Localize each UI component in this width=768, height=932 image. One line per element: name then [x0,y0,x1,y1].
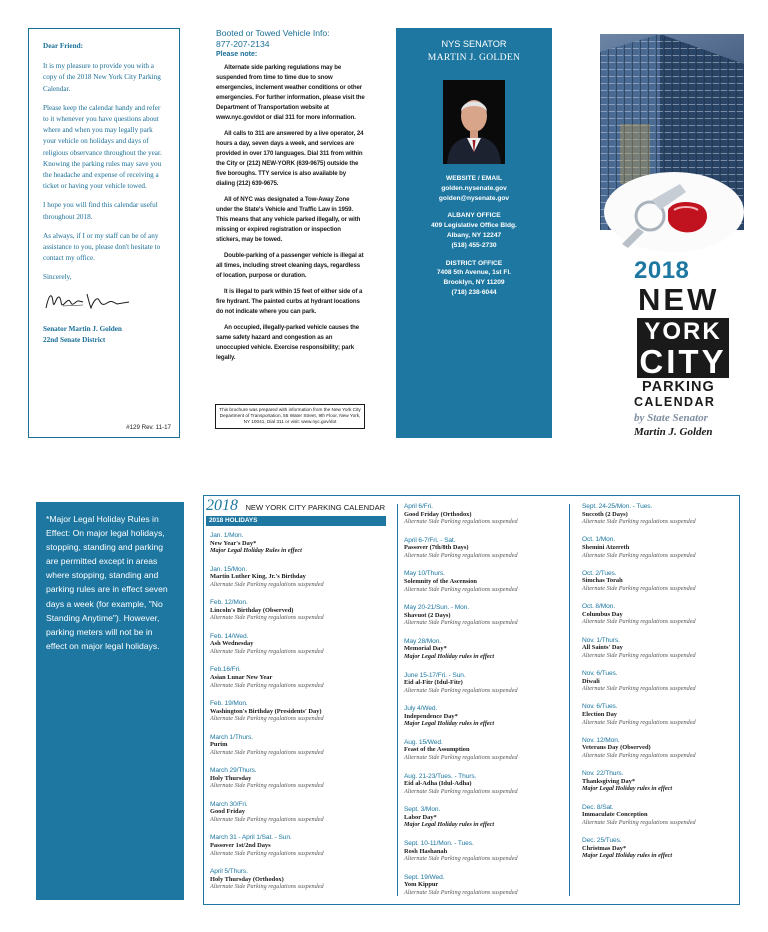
handwritten-signature [43,288,133,314]
major-holiday-rules-panel [36,502,184,900]
holiday-rule: Alternate Side Parking regulations suspended [404,551,518,559]
holiday-entry [582,770,672,793]
calendar-header [206,497,386,514]
holiday-name: Election Day [582,710,617,718]
cover-byline-name: Martin J. Golden [634,426,713,438]
holiday-name: Succoth (2 Days) [582,510,628,518]
holiday-rule: Alternate Side Parking regulations suspended [210,748,324,756]
holiday-date: Aug. 21-23/Tues. - Thurs. [404,772,477,780]
holiday-rule: Major Legal Holiday rules in effect [582,852,673,860]
holiday-date: Nov. 6/Tues. [582,670,618,677]
holiday-date: Nov. 12/Mon. [582,736,620,744]
holiday-date: May 20-21/Sun. - Mon. [404,604,469,612]
holiday-date: March 30/Fri. [210,800,248,808]
note-paragraph: Alternate side parking regulations may be suspended from time to time due to snow emergencies, inclement weather conditions or other emergencies. For further information, please visit the Department of Transportation website at www.nyc.gov/dot or dial 311 for more information. [216,64,365,121]
holiday-entry [404,739,518,762]
holiday-date: April 5/Thurs. [210,868,248,875]
holiday-name: Good Friday (Orthodox) [404,510,472,518]
holiday-rule: Major Legal Holiday rules in effect [582,785,673,793]
holiday-name: New Year's Day* [210,539,257,547]
note-paragraph: It is illegal to park within 15 feet of either side of a fire hydrant. The painted curbs at hydrant locations do not indicate where you can park. [216,288,363,315]
holiday-name: Purim [210,741,228,749]
holiday-name: Eid al-Fitr (Idul-Fitr) [404,679,463,687]
holiday-date: March 29/Thurs. [210,767,257,775]
holiday-rule: Alternate Side Parking regulations suspended [404,585,518,593]
holiday-date: Sept. 10-11/Mon. - Tues. [404,840,474,847]
holiday-rule: Alternate Side Parking regulations suspended [404,619,518,627]
holiday-entry [404,638,494,661]
holiday-entry [210,633,324,656]
column-divider [569,504,570,896]
holiday-entry [582,637,696,660]
holiday-rule: Alternate Side Parking regulations suspended [210,782,324,790]
holiday-entry [210,734,324,757]
holiday-entry [210,666,324,689]
holiday-name: Good Friday [210,808,245,816]
holiday-entry [404,604,518,627]
holiday-entry [404,537,518,560]
towed-vehicle-heading: Booted or Towed Vehicle Info: [216,28,330,38]
letter-paragraph: Please keep the calendar handy and refer to it whenever you have questions about where and when you may legally park your vehicle on holidays and days of religious observance throughout the year. Knowing the parking rules may save you the headache and expense of receiving a ticket or having your vehicle towed. [43,103,162,191]
holiday-name: Simchas Torah [582,577,623,585]
holiday-rule: Alternate Side Parking regulations suspended [404,686,518,694]
district-office-label: DISTRICT OFFICE [445,259,503,267]
towed-vehicle-phone: 877-207-2134 [216,39,270,49]
parking-calendar [203,495,740,905]
cover-title-box [637,318,729,378]
holiday-rule: Alternate Side Parking regulations suspended [582,751,696,759]
holiday-rule: Alternate Side Parking regulations suspended [210,715,324,723]
letter-greeting: Dear Friend: [43,42,83,50]
holiday-entry [582,603,696,626]
holiday-rule: Alternate Side Parking regulations suspended [582,518,696,526]
holiday-date: Sept. 19/Wed. [404,873,445,881]
holiday-rule: Alternate Side Parking regulations suspended [582,718,696,726]
holiday-entry [404,773,518,796]
district-address-line1: 7408 5th Avenue, 1st Fl. [436,269,512,277]
holiday-date: Nov. 1/Thurs. [582,636,620,644]
holiday-rule: Alternate Side Parking regulations suspended [210,815,324,823]
email-link[interactable]: golden@nysenate.gov [438,194,510,202]
holiday-rule: Alternate Side Parking regulations suspended [404,754,518,762]
holiday-name: Solemnity of the Ascension [404,577,477,585]
holiday-name: All Saints' Day [582,644,623,652]
letter-paragraph: Sincerely, [43,273,72,282]
note-paragraph: An occupied, illegally-parked vehicle causes the same safety hazard and congestion as an unoccupied vehicle. Exercise responsibility; park legally. [216,324,360,361]
holiday-name: Holy Thursday (Orthodox) [210,875,284,883]
major-holiday-rules-text: *Major Legal Holiday Rules in Effect: On major legal holidays, stopping, standing and parking are permitted except in areas where stopping, standing and parking rules are in effect seven days a week (for example, "No Standing Anytime"). However, parking meters will not be in effect on major legal holidays. [46,514,168,651]
holiday-name: Veterans Day (Observed) [582,744,651,752]
holiday-date: May 10/Thurs. [404,570,445,578]
cover-title-calendar: CALENDAR [634,395,716,409]
cover-title-new: NEW [638,282,720,317]
note-paragraph: Double-parking of a passenger vehicle is illegal at all times, including street cleaning days, regardless of location, purpose or duration. [216,252,364,279]
holiday-name: Shemini Atzereth [582,543,630,551]
holiday-name: Independence Day* [404,712,458,720]
cover-title-parking: PARKING [642,379,715,395]
holiday-name: Feast of the Assumption [404,746,470,754]
holiday-date: Oct. 8/Mon. [582,603,615,611]
letter-paragraph: I hope you will find this calendar useful throughout 2018. [43,201,158,221]
holiday-name: Passover 1st/2nd Days [210,841,271,849]
column-divider [397,504,398,896]
holiday-date: Feb.16/Fri. [210,666,241,674]
holiday-date: April 6-7/Fri. - Sat. [404,536,456,544]
holiday-entry [582,536,696,559]
source-box: This brochure was prepared with information from the New York City Department of Transportation, 55 Water Street, 9th Floor, New York, NY 10041, Dial 311 or visit: www.nyc.gov/dot [215,404,365,429]
letter-paragraph: It is my pleasure to provide you with a copy of the 2018 New York City Parking Calendar. [43,62,161,93]
holiday-entry [210,767,324,790]
senator-title: NYS SENATOR [441,39,507,49]
holiday-entry [582,804,696,827]
holiday-rule: Major Legal Holiday Rules in effect [210,547,302,555]
holiday-date: Feb. 14/Wed. [210,632,249,640]
holiday-rule: Alternate Side Parking regulations suspended [210,849,324,857]
signer-name: Senator Martin J. Golden [43,324,122,333]
holiday-rule: Alternate Side Parking regulations suspended [210,580,324,588]
holiday-date: June 15-17/Fri. - Sun. [404,671,466,679]
holiday-name: Holy Thursday [210,774,252,782]
district-address-line2: Brooklyn, NY 11209 [443,279,505,287]
holiday-name: Passover (7th/8th Days) [404,544,469,552]
holiday-name: Ash Wednesday [210,640,254,648]
holiday-entry [582,503,696,526]
signer-district: 22nd Senate District [43,336,106,345]
website-label: WEBSITE / EMAIL [445,175,503,182]
note-paragraph: All calls to 311 are answered by a live operator, 24 hours a day, seven days a week, and services are provided in over 170 languages. Dial 311 from within the City or (212) NEW-YORK (639-9675) outside the five boroughs. TTY service is also available by dialing (212) 639-9675. [216,130,364,187]
albany-office-label: ALBANY OFFICE [447,212,501,220]
holiday-rule: Alternate Side Parking regulations suspended [210,647,324,655]
holiday-date: Feb. 12/Mon. [210,599,248,607]
holiday-date: Feb. 19/Mon. [210,700,248,707]
holiday-entry [404,503,518,526]
holiday-rule: Alternate Side Parking regulations suspended [404,888,518,896]
holiday-date: March 1/Thurs. [210,733,253,741]
holiday-date: Dec. 8/Sat. [582,803,614,811]
holiday-name: Memorial Day* [404,645,447,653]
holiday-entry [404,705,494,728]
holiday-date: Oct. 1/Mon. [582,536,615,544]
holiday-name: Washington's Birthday (Presidents' Day) [210,707,322,715]
holiday-entry [404,840,518,863]
cover-title-york: YORK [644,318,722,345]
letter-panel [28,28,180,438]
holiday-rule: Alternate Side Parking regulations suspended [582,818,696,826]
holiday-entry [210,566,324,589]
holiday-date: Nov. 22/Thurs. [582,770,624,778]
holiday-date: May 28/Mon. [404,637,442,645]
holiday-rule: Major Legal Holiday rules in effect [404,720,495,728]
holiday-rule: Alternate Side Parking regulations suspended [404,855,518,863]
holiday-name: Asian Lunar New Year [210,673,273,681]
holiday-name: Lincoln's Birthday (Observed) [210,606,294,614]
holiday-date: Oct. 2/Tues. [582,569,617,577]
holiday-name: Columbus Day [582,610,623,618]
holiday-rule: Alternate Side Parking regulations suspended [210,681,324,689]
holiday-rule: Alternate Side Parking regulations suspended [210,614,324,622]
albany-address-line2: Albany, NY 12247 [446,231,502,239]
holiday-rule: Alternate Side Parking regulations suspended [582,551,696,559]
website-link[interactable]: golden.nysenate.gov [441,184,507,192]
holiday-date: Aug. 15/Wed. [404,738,443,746]
holiday-name: Eid al-Adha (Idul-Adha) [404,780,472,788]
holiday-rule: Alternate Side Parking regulations suspended [404,787,518,795]
holiday-rule: Major Legal Holiday rules in effect [404,821,495,829]
document-code: #129 Rev. 11-17 [126,423,171,431]
senator-panel [396,28,552,438]
holiday-rule: Alternate Side Parking regulations suspended [582,584,696,592]
calendar-title: NEW YORK CITY PARKING CALENDAR [245,503,386,512]
car-key-photo [602,170,744,252]
holiday-rule: Alternate Side Parking regulations suspended [582,618,696,626]
holiday-date: July 4/Wed. [404,705,438,713]
holiday-name: Rosh Hashanah [404,847,448,855]
holiday-name: Immaculate Conception [582,811,648,819]
holiday-name: Labor Day* [404,813,437,821]
holiday-name: Yom Kippur [404,881,439,889]
holiday-date: Sept. 24-25/Mon. - Tues. [582,503,653,510]
holiday-entry [210,599,324,622]
holiday-rule: Alternate Side Parking regulations suspended [404,518,518,526]
holiday-rule: Alternate Side Parking regulations suspended [210,883,324,891]
holiday-date: Sept. 3/Mon. [404,806,441,814]
holiday-entry [404,874,518,897]
district-phone: (718) 238-6044 [451,288,497,296]
holiday-entry [582,837,672,860]
please-note-heading: Please note: [216,51,258,58]
senator-name: MARTIN J. GOLDEN [427,52,521,63]
calendar-year: 2018 [206,497,238,514]
cover-panel [578,28,768,448]
holidays-label-bar: 2018 HOLIDAYS [206,516,386,526]
holiday-entry [582,670,696,693]
holiday-date: Jan. 15/Mon. [210,565,247,573]
holiday-name: Diwali [582,677,600,685]
holiday-name: Martin Luther King, Jr.'s Birthday [210,573,306,581]
cover-year: 2018 [634,257,690,284]
holiday-rule: Alternate Side Parking regulations suspended [582,685,696,693]
note-paragraph: All of NYC was designated a Tow-Away Zone under the State's Vehicle and Traffic Law in 1959. This means that any vehicle parked illegally, or with missing or expired registration or inspection stickers, may be towed. [216,196,361,243]
holiday-entry [582,703,696,726]
holiday-entry [404,672,518,695]
holiday-entry [582,570,696,593]
cover-byline: by State Senator [634,412,708,424]
holiday-entry [210,801,324,824]
holiday-entry [210,868,324,891]
holiday-rule: Major Legal Holiday rules in effect [404,652,495,660]
holiday-date: March 31 - April 1/Sat. - Sun. [210,834,292,842]
holiday-name: Shavuot (2 Days) [404,611,451,619]
holiday-date: Dec. 25/Tues. [582,837,622,844]
holiday-rule: Alternate Side Parking regulations suspended [582,651,696,659]
notes-panel [208,28,366,438]
holiday-date: Jan. 1/Mon. [210,532,244,539]
holiday-entry [210,700,324,723]
holiday-date: Nov. 6/Tues. [582,703,618,711]
holiday-name: Thanksgiving Day* [582,777,636,785]
holiday-entry [404,806,494,829]
albany-phone: (518) 455-2730 [451,241,497,249]
letter-paragraph: As always, if I or my staff can be of any assistance to you, please don't hesitate to contact my office. [43,231,161,263]
senator-portrait [443,80,505,164]
cover-title-city: CITY [639,343,727,380]
albany-address-line1: 409 Legislative Office Bldg. [431,222,517,230]
holiday-entry [404,570,518,593]
holiday-name: Christmas Day* [582,844,627,852]
holiday-date: April 6/Fri. [404,503,433,510]
holiday-entry [210,532,302,555]
holiday-entry [582,737,696,760]
holiday-entry [210,834,324,857]
